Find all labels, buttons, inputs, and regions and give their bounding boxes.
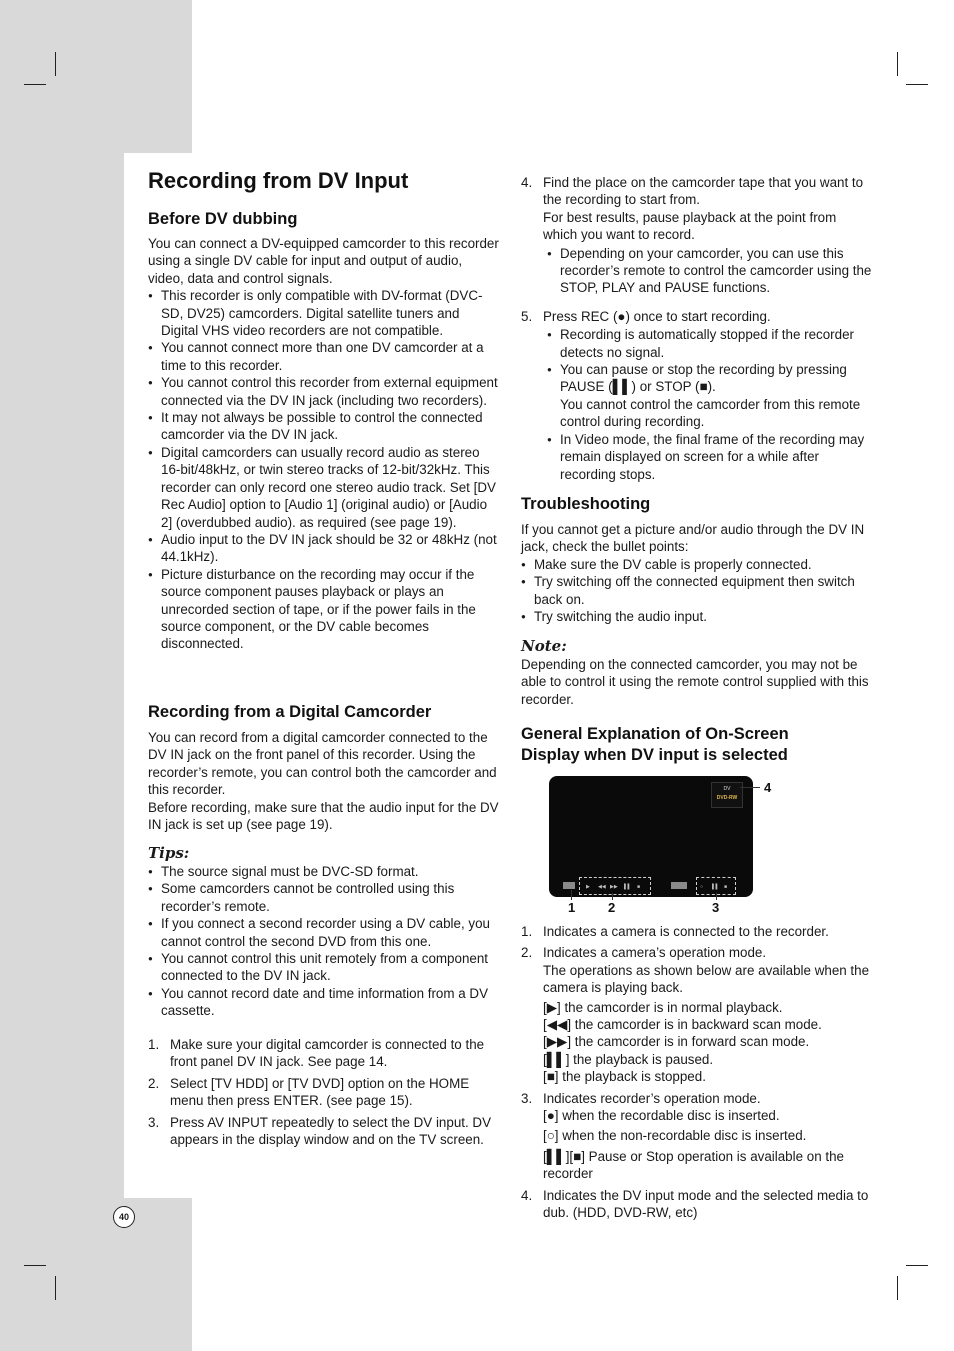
step-item: [521, 174, 873, 297]
record-icon: ○: [700, 884, 704, 890]
osd-item-line: [▶] the camcorder is in normal playback.: [543, 999, 783, 1015]
digital-cam-section: [148, 702, 500, 833]
osd-item-line: [◀◀] the camcorder is in backward scan mode.: [543, 1017, 822, 1033]
step-item: [148, 1036, 500, 1071]
list-item: ● The source signal must be DVC-SD format.: [148, 863, 500, 880]
osd-item-line: The operations as shown below are available when the camera is playing back.: [543, 962, 870, 996]
callout-3: 3: [712, 900, 720, 915]
recorder-icon: [671, 882, 687, 889]
note-heading: Note:: [521, 637, 567, 655]
crop-mark: [55, 52, 56, 76]
crop-mark: [24, 1265, 46, 1266]
crop-mark: [24, 84, 46, 85]
step-text: Press AV INPUT repeatedly to select the DV input. DV appears in the display window and on the TV screen.: [170, 1114, 492, 1148]
osd-items: [521, 923, 873, 1226]
osd-heading-line2: Display when DV input is selected: [521, 746, 788, 764]
play-icon: ▶: [586, 884, 590, 890]
before-dv-intro: You can connect a DV-equipped camcorder to this recorder using a single DV cable for input and output of audio, video, data and control signals.: [148, 236, 499, 286]
osd-item: [521, 923, 873, 940]
osd-item-line: Indicates a camera’s operation mode.: [543, 945, 767, 961]
dv-label: DV: [723, 786, 731, 792]
step-text: Find the place on the camcorder tape that you want to the recording to start from.: [543, 175, 864, 208]
pause-icon: ▌▌: [712, 884, 720, 890]
osd-item-line: [○] when the non-recordable disc is inserted.: [543, 1128, 807, 1144]
bullet-extra: You cannot control the camcorder from this remote control during recording.: [560, 396, 861, 430]
list-item: ● Try switching off the connected equipment then switch back on.: [521, 573, 873, 608]
step-text: Press REC (●) once to start recording.: [543, 308, 771, 324]
osd-heading-line1: General Explanation of On-Screen: [521, 725, 789, 743]
osd-item-line: [▌▌] the playback is paused.: [543, 1051, 714, 1067]
step-item: [148, 1075, 500, 1110]
step-extra: For best results, pause playback at the point from which you want to record.: [543, 209, 837, 243]
bullet-text: You can pause or stop the recording by pressing PAUSE (▌▌) or STOP (■).: [560, 362, 847, 395]
osd-item-line: [●] when the recordable disc is inserted.: [543, 1108, 780, 1124]
pause-icon: ▌▌: [624, 884, 632, 890]
steps-right: [521, 174, 873, 487]
digital-cam-heading: Recording from a Digital Camcorder: [148, 703, 432, 721]
osd-item: [521, 1187, 873, 1222]
troubleshooting-intro: If you cannot get a picture and/or audio through the DV IN jack, check the bullet points:: [521, 522, 865, 555]
callout-leader: [612, 893, 613, 900]
rewind-icon: ◀◀: [598, 884, 606, 890]
osd-item: [521, 944, 873, 1085]
step-number: 3.: [148, 1114, 160, 1130]
callout-2: 2: [608, 900, 616, 915]
list-item: ● You cannot control this unit remotely from a component connected to the DV IN jack.: [148, 950, 500, 985]
stop-icon: ■: [724, 884, 728, 890]
callout-leader: [740, 787, 760, 788]
camera-icon: [563, 882, 575, 889]
list-item: [547, 361, 873, 431]
crop-mark: [55, 1276, 56, 1300]
before-dv-section: [148, 209, 500, 653]
before-dv-list: [148, 287, 500, 653]
list-item: ● Make sure the DV cable is properly connected.: [521, 556, 873, 573]
osd-heading-block: [521, 724, 873, 766]
list-item: ● This recorder is only compatible with DV-format (DVC-SD, DV25) camcorders. Digital satellite tuners and Digital VHS video recorders are not compatible.: [148, 287, 500, 339]
osd-item-line: [▌▌][■] Pause or Stop operation is available on the recorder: [543, 1148, 845, 1182]
tips-list: [148, 863, 500, 1020]
list-item: ● Try switching the audio input.: [521, 608, 873, 625]
crop-mark: [906, 1265, 928, 1266]
osd-item-line: Indicates a camera is connected to the recorder.: [543, 924, 829, 939]
troubleshooting-list: [521, 556, 873, 626]
step-number: 5.: [521, 308, 533, 324]
list-item: ● If you connect a second recorder using a DV cable, you cannot control the second DVD from this one.: [148, 915, 500, 950]
callout-1: 1: [568, 900, 576, 915]
stop-icon: ■: [637, 884, 641, 890]
callout-leader: [716, 893, 717, 900]
troubleshooting-heading: Troubleshooting: [521, 495, 651, 513]
digital-cam-para2: Before recording, make sure that the audio input for the DV IN jack is set up (see page 19).: [148, 799, 499, 833]
step-item: [148, 1114, 500, 1149]
steps-left: [148, 1036, 500, 1152]
step-number: 2.: [148, 1075, 160, 1091]
crop-mark: [897, 1276, 898, 1300]
tips-section: [148, 843, 500, 1020]
list-item: ● You cannot record date and time information from a DV cassette.: [148, 985, 500, 1020]
callout-4: 4: [764, 780, 772, 795]
step-text: Make sure your digital camcorder is connected to the front panel DV IN jack. See page 14.: [170, 1037, 485, 1070]
crop-mark: [906, 84, 928, 85]
dv-media-label: DVD-RW: [716, 795, 738, 801]
page-title: Recording from DV Input: [148, 168, 409, 193]
dv-mode-badge: [711, 782, 743, 808]
osd-item-line: [■] the playback is stopped.: [543, 1069, 706, 1085]
list-item: ● Digital camcorders can usually record audio as stereo 16-bit/48kHz, or twin stereo tracks of 12-bit/32kHz. This recorder can only record one stereo audio track. Set [DV Rec Audio] option to [Audio 1] (original audio) or [Audio 2] (overdubbed audio). as required (see page 19).: [148, 444, 500, 531]
osd-item-number: 1.: [521, 924, 533, 939]
troubleshooting-section: [521, 494, 873, 625]
osd-item-number: 2.: [521, 945, 533, 961]
fast-forward-icon: ▶▶: [610, 884, 618, 890]
list-item: ● You cannot control this recorder from external equipment connected via the DV IN jack (including two recorders).: [148, 374, 500, 409]
list-item: ● In Video mode, the final frame of the recording may remain displayed on screen for a while after recording stops.: [547, 431, 873, 483]
list-item: ● Some camcorders cannot be controlled using this recorder’s remote.: [148, 880, 500, 915]
osd-item: [521, 1090, 873, 1183]
page-number: 40: [113, 1206, 135, 1228]
list-item: ● Picture disturbance on the recording may occur if the source component pauses playback or plays an unrecorded section of tape, or if the power fails in the source component, or the DV cable becomes disconnected.: [148, 566, 500, 653]
note-text: Depending on the connected camcorder, you may not be able to control it using the remote control supplied with this recorder.: [521, 657, 869, 707]
list-item: ● You cannot connect more than one DV camcorder at a time to this recorder.: [148, 339, 500, 374]
crop-mark: [897, 52, 898, 76]
callout-leader: [571, 890, 572, 900]
step-number: 1.: [148, 1037, 160, 1052]
list-item: ● Audio input to the DV IN jack should be 32 or 48kHz (not 44.1kHz).: [148, 531, 500, 566]
osd-screen-illustration: [549, 776, 753, 897]
osd-item-line: Indicates the DV input mode and the selected media to dub. (HDD, DVD-RW, etc): [543, 1187, 869, 1221]
list-item: ● Depending on your camcorder, you can use this recorder’s remote to control the camcorder using the STOP, PLAY and PAUSE functions.: [547, 245, 873, 297]
list-item: ● It may not always be possible to control the connected camcorder via the DV IN jack.: [148, 409, 500, 444]
step-item: [521, 308, 873, 483]
digital-cam-para1: You can record from a digital camcorder connected to the DV IN jack on the front panel of this recorder. Using the recorder’s remote, you can control both the camcorder and this recorder.: [148, 730, 497, 798]
osd-item-line: [▶▶] the camcorder is in forward scan mode.: [543, 1034, 810, 1050]
osd-item-line: Indicates recorder’s operation mode.: [543, 1090, 761, 1106]
tips-heading: Tips:: [148, 844, 190, 862]
step-number: 4.: [521, 175, 533, 190]
osd-item-number: 3.: [521, 1090, 533, 1106]
note-section: [521, 636, 873, 708]
list-item: ● Recording is automatically stopped if the recorder detects no signal.: [547, 326, 873, 361]
osd-item-number: 4.: [521, 1187, 533, 1203]
step-text: Select [TV HDD] or [TV DVD] option on the HOME menu then press ENTER. (see page 15).: [170, 1075, 470, 1109]
before-dv-heading: Before DV dubbing: [148, 210, 298, 228]
